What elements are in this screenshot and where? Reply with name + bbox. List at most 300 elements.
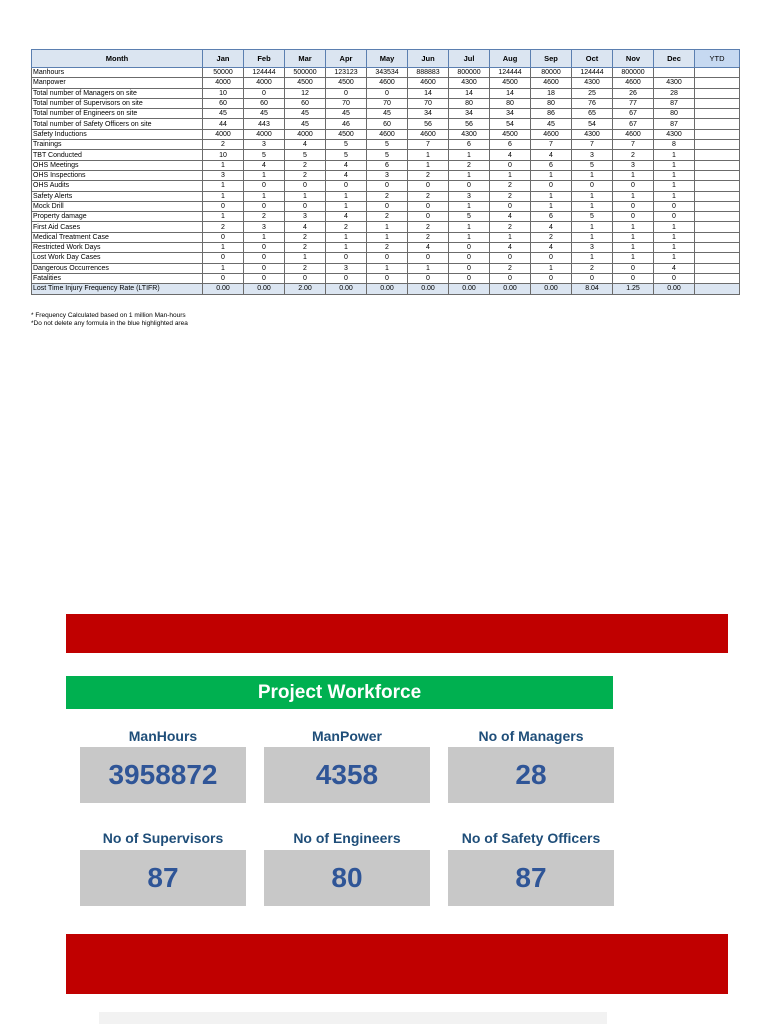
table-cell: 0 [572, 273, 613, 283]
table-cell: 56 [449, 119, 490, 129]
kpi-value-manhours: 3958872 [80, 747, 246, 803]
table-row [32, 201, 740, 211]
table-cell [695, 109, 740, 119]
table-cell: 1 [203, 191, 244, 201]
table-cell: 5 [449, 212, 490, 222]
table-cell: 0 [367, 253, 408, 263]
table-cell: 2 [285, 243, 326, 253]
table-cell: 87 [654, 98, 695, 108]
column-header-oct: Oct [572, 50, 613, 68]
table-cell: 1 [244, 191, 285, 201]
table-cell: 800000 [613, 68, 654, 78]
table-cell: 2 [408, 222, 449, 232]
row-label: Mock Drill [32, 201, 203, 211]
table-cell: 25 [572, 88, 613, 98]
table-cell: 0 [203, 201, 244, 211]
table-cell: 1 [654, 232, 695, 242]
table-cell: 7 [572, 140, 613, 150]
kpi-label-manhours: ManHours [128, 728, 198, 744]
table-cell: 1 [285, 253, 326, 263]
table-cell: 67 [613, 119, 654, 129]
table-cell: 4 [531, 222, 572, 232]
table-cell: 1 [490, 232, 531, 242]
table-cell: 10 [203, 150, 244, 160]
table-cell: 54 [490, 119, 531, 129]
table-cell: 0 [408, 181, 449, 191]
table-cell: 4000 [203, 78, 244, 88]
table-cell: 1.25 [613, 284, 654, 294]
table-cell: 44 [203, 119, 244, 129]
table-cell: 70 [408, 98, 449, 108]
row-label: Restricted Work Days [32, 243, 203, 253]
table-cell: 2 [285, 263, 326, 273]
table-cell: 343534 [367, 68, 408, 78]
table-cell: 0 [449, 273, 490, 283]
table-cell: 70 [367, 98, 408, 108]
table-cell: 4 [531, 150, 572, 160]
table-cell: 1 [654, 170, 695, 180]
table-cell: 45 [203, 109, 244, 119]
table-cell: 1 [613, 232, 654, 242]
table-cell [654, 68, 695, 78]
table-cell: 2 [531, 232, 572, 242]
table-cell: 1 [203, 160, 244, 170]
table-cell: 0 [613, 212, 654, 222]
table-cell: 45 [285, 119, 326, 129]
table-cell: 67 [613, 109, 654, 119]
table-cell: 4 [490, 150, 531, 160]
table-cell: 0 [244, 88, 285, 98]
table-cell: 0 [490, 160, 531, 170]
table-cell: 0.00 [449, 284, 490, 294]
table-cell: 1 [326, 232, 367, 242]
table-cell: 2 [367, 243, 408, 253]
table-row [32, 119, 740, 129]
row-label: OHS Inspections [32, 170, 203, 180]
column-header-mar: Mar [285, 50, 326, 68]
formula-note: *Do not delete any formula in the blue highlighted area [31, 320, 188, 327]
table-cell: 46 [326, 119, 367, 129]
table-row [32, 78, 740, 88]
table-cell: 6 [490, 140, 531, 150]
kpi-value-safety-officers: 87 [448, 850, 614, 906]
table-cell: 7 [613, 140, 654, 150]
table-cell: 0 [367, 273, 408, 283]
table-cell: 4600 [367, 129, 408, 139]
table-row [32, 170, 740, 180]
row-label: OHS Audits [32, 181, 203, 191]
table-cell: 0.00 [654, 284, 695, 294]
table-row [32, 160, 740, 170]
table-cell: 2 [326, 222, 367, 232]
table-cell: 4600 [531, 129, 572, 139]
table-cell: 0 [203, 253, 244, 263]
table-cell: 14 [449, 88, 490, 98]
table-cell: 5 [572, 212, 613, 222]
table-cell: 3 [326, 263, 367, 273]
table-cell: 124444 [572, 68, 613, 78]
table-cell: 45 [285, 109, 326, 119]
column-header-jan: Jan [203, 50, 244, 68]
table-cell: 1 [326, 201, 367, 211]
table-cell: 1 [613, 191, 654, 201]
table-cell [695, 253, 740, 263]
table-cell: 0 [244, 253, 285, 263]
table-cell: 0 [613, 273, 654, 283]
table-cell: 5 [572, 160, 613, 170]
table-cell: 1 [531, 201, 572, 211]
table-cell: 0 [654, 273, 695, 283]
table-cell: 4 [326, 160, 367, 170]
table-row [32, 232, 740, 242]
table-cell: 0 [613, 181, 654, 191]
row-label: Total number of Engineers on site [32, 109, 203, 119]
table-cell: 1 [326, 243, 367, 253]
table-cell: 123123 [326, 68, 367, 78]
table-cell: 800000 [449, 68, 490, 78]
table-row [32, 191, 740, 201]
column-header-apr: Apr [326, 50, 367, 68]
table-cell: 0 [531, 181, 572, 191]
table-cell: 124444 [490, 68, 531, 78]
project-workforce-header: Project Workforce [66, 676, 613, 709]
table-cell: 500000 [285, 68, 326, 78]
kpi-label-supervisors: No of Supervisors [102, 830, 224, 846]
kpi-value-engineers: 80 [264, 850, 430, 906]
table-cell: 3 [244, 140, 285, 150]
table-cell: 2 [203, 140, 244, 150]
table-cell: 0.00 [244, 284, 285, 294]
table-cell: 5 [326, 150, 367, 160]
table-cell: 1 [408, 263, 449, 273]
table-cell: 1 [449, 232, 490, 242]
table-cell: 2 [285, 232, 326, 242]
table-cell: 1 [449, 222, 490, 232]
table-cell: 2 [490, 222, 531, 232]
red-banner-top [66, 614, 728, 653]
table-cell: 7 [531, 140, 572, 150]
kpi-label-manpower: ManPower [311, 728, 382, 744]
table-cell: 0 [654, 212, 695, 222]
table-cell: 2 [408, 191, 449, 201]
kpi-value-manpower: 4358 [264, 747, 430, 803]
table-body [32, 68, 740, 295]
table-header-row [32, 50, 740, 68]
table-cell: 0.00 [490, 284, 531, 294]
table-cell: 3 [572, 150, 613, 160]
table-cell: 1 [244, 170, 285, 180]
table-cell: 80 [449, 98, 490, 108]
table-cell: 0 [244, 201, 285, 211]
table-cell: 54 [572, 119, 613, 129]
kpi-label-safety-officers: No of Safety Officers [461, 830, 601, 846]
table-row [32, 109, 740, 119]
table-cell: 4 [490, 243, 531, 253]
table-cell: 4 [490, 212, 531, 222]
table-cell: 2 [449, 160, 490, 170]
row-label: TBT Conducted [32, 150, 203, 160]
table-cell: 1 [408, 160, 449, 170]
table-cell: 2 [490, 263, 531, 273]
table-cell: 45 [531, 119, 572, 129]
table-cell: 2 [203, 222, 244, 232]
table-cell: 60 [367, 119, 408, 129]
table-cell: 1 [408, 150, 449, 160]
table-cell: 4 [654, 263, 695, 273]
table-cell: 4 [408, 243, 449, 253]
column-header-ytd: YTD [695, 50, 740, 68]
table-cell: 4300 [449, 78, 490, 88]
table-cell: 1 [613, 253, 654, 263]
table-cell: 1 [449, 201, 490, 211]
table-cell: 45 [326, 109, 367, 119]
table-cell: 1 [203, 243, 244, 253]
table-cell: 86 [531, 109, 572, 119]
table-cell: 0 [244, 263, 285, 273]
table-cell [695, 129, 740, 139]
table-cell: 1 [572, 191, 613, 201]
table-cell: 0 [326, 273, 367, 283]
table-cell: 4 [244, 160, 285, 170]
table-cell: 34 [449, 109, 490, 119]
table-cell: 3 [244, 222, 285, 232]
table-cell: 0 [326, 181, 367, 191]
table-cell: 0 [531, 253, 572, 263]
frequency-note: * Frequency Calculated based on 1 million Man-hours [31, 312, 186, 319]
table-cell: 0 [408, 273, 449, 283]
table-cell: 1 [203, 181, 244, 191]
table-cell: 1 [654, 191, 695, 201]
table-cell: 0 [244, 181, 285, 191]
table-cell: 4 [326, 212, 367, 222]
table-cell: 18 [531, 88, 572, 98]
table-row [32, 140, 740, 150]
table-cell [695, 88, 740, 98]
row-label: Lost Work Day Cases [32, 253, 203, 263]
row-label: Safety Alerts [32, 191, 203, 201]
table-cell: 0 [449, 263, 490, 273]
table-cell: 12 [285, 88, 326, 98]
table-cell: 6 [531, 160, 572, 170]
table-cell: 4000 [285, 129, 326, 139]
table-cell: 1 [531, 263, 572, 273]
table-cell: 1 [572, 222, 613, 232]
table-cell: 3 [203, 170, 244, 180]
table-cell [695, 243, 740, 253]
table-row [32, 181, 740, 191]
table-cell: 77 [613, 98, 654, 108]
table-cell: 1 [654, 150, 695, 160]
table-cell: 1 [572, 253, 613, 263]
table-row [32, 222, 740, 232]
table-cell: 1 [654, 181, 695, 191]
table-cell: 0 [490, 253, 531, 263]
table-cell: 0 [449, 253, 490, 263]
kpi-value-managers: 28 [448, 747, 614, 803]
column-header-nov: Nov [613, 50, 654, 68]
table-cell: 2 [490, 191, 531, 201]
table-cell [695, 160, 740, 170]
row-label: Manpower [32, 78, 203, 88]
table-cell: 80 [531, 98, 572, 108]
table-cell: 1 [654, 253, 695, 263]
table-cell: 1 [572, 201, 613, 211]
table-cell: 45 [367, 109, 408, 119]
table-row [32, 284, 740, 294]
row-label: Safety Inductions [32, 129, 203, 139]
red-banner-bottom [66, 934, 728, 994]
table-cell: 0.00 [326, 284, 367, 294]
table-cell: 60 [203, 98, 244, 108]
table-cell: 443 [244, 119, 285, 129]
table-cell: 4 [531, 243, 572, 253]
table-cell: 87 [654, 119, 695, 129]
table-cell: 1 [531, 170, 572, 180]
column-header-month: Month [32, 50, 203, 68]
table-cell: 1 [449, 170, 490, 180]
table-cell: 2 [408, 232, 449, 242]
table-cell: 56 [408, 119, 449, 129]
row-label: Total number of Supervisors on site [32, 98, 203, 108]
table-cell [695, 201, 740, 211]
table-cell [695, 68, 740, 78]
table-cell: 10 [203, 88, 244, 98]
table-cell: 0.00 [367, 284, 408, 294]
table-cell: 0.00 [203, 284, 244, 294]
table-cell: 0 [244, 243, 285, 253]
table-cell: 0 [367, 88, 408, 98]
column-header-sep: Sep [531, 50, 572, 68]
table-cell: 1 [490, 170, 531, 180]
table-row [32, 98, 740, 108]
table-cell: 1 [654, 222, 695, 232]
table-cell: 14 [490, 88, 531, 98]
table-row [32, 150, 740, 160]
table-cell: 1 [572, 232, 613, 242]
table-cell: 888883 [408, 68, 449, 78]
table-cell: 4300 [572, 129, 613, 139]
table-cell: 0 [408, 212, 449, 222]
table-cell: 8.04 [572, 284, 613, 294]
table-cell: 34 [490, 109, 531, 119]
table-cell: 1 [203, 212, 244, 222]
table-cell: 0 [449, 181, 490, 191]
table-cell: 0 [203, 232, 244, 242]
table-cell: 0 [285, 201, 326, 211]
kpi-value-supervisors: 87 [80, 850, 246, 906]
table-cell: 70 [326, 98, 367, 108]
table-row [32, 68, 740, 78]
table-cell: 6 [531, 212, 572, 222]
table-cell: 2 [285, 170, 326, 180]
table-cell [695, 284, 740, 294]
table-cell [695, 232, 740, 242]
table-cell: 0.00 [408, 284, 449, 294]
table-cell: 1 [613, 222, 654, 232]
table-cell: 4000 [244, 129, 285, 139]
table-notes [31, 312, 188, 328]
table-row [32, 273, 740, 283]
table-cell: 4600 [613, 129, 654, 139]
table-cell: 4300 [654, 78, 695, 88]
table-cell: 2 [408, 170, 449, 180]
table-cell [695, 150, 740, 160]
table-cell: 76 [572, 98, 613, 108]
table-cell: 0.00 [531, 284, 572, 294]
table-cell: 0 [490, 273, 531, 283]
footer-band [99, 1012, 607, 1024]
table-cell: 3 [572, 243, 613, 253]
table-cell: 1 [572, 170, 613, 180]
table-cell: 4 [285, 140, 326, 150]
table-cell: 0 [572, 181, 613, 191]
table-cell: 0 [613, 201, 654, 211]
table-cell: 1 [326, 191, 367, 201]
table-cell: 4600 [408, 129, 449, 139]
table-cell: 80 [654, 109, 695, 119]
table-cell: 80000 [531, 68, 572, 78]
table-cell: 50000 [203, 68, 244, 78]
row-label: Manhours [32, 68, 203, 78]
table-cell [695, 119, 740, 129]
table-cell: 4500 [326, 78, 367, 88]
table-cell: 0 [613, 263, 654, 273]
table-cell: 0 [449, 243, 490, 253]
table-cell: 0 [285, 181, 326, 191]
table-row [32, 129, 740, 139]
table-cell: 4600 [613, 78, 654, 88]
table-cell: 2 [285, 160, 326, 170]
table-cell: 2 [367, 212, 408, 222]
row-label: Lost Time Injury Frequency Rate (LTIFR) [32, 284, 203, 294]
table-cell: 4300 [572, 78, 613, 88]
table-cell: 0 [326, 253, 367, 263]
table-cell: 1 [285, 191, 326, 201]
table-cell: 0 [326, 88, 367, 98]
table-cell: 4300 [449, 129, 490, 139]
row-label: Medical Treatment Case [32, 232, 203, 242]
table-cell: 0 [531, 273, 572, 283]
table-cell: 1 [613, 243, 654, 253]
table-cell: 4 [326, 170, 367, 180]
table-cell: 4600 [367, 78, 408, 88]
table-cell [695, 273, 740, 283]
table-cell: 4300 [654, 129, 695, 139]
table-cell: 60 [244, 98, 285, 108]
table-cell [695, 263, 740, 273]
table-cell [695, 222, 740, 232]
table-cell: 0 [654, 201, 695, 211]
row-label: Property damage [32, 212, 203, 222]
table-cell: 1 [203, 263, 244, 273]
table-cell: 2 [244, 212, 285, 222]
table-row [32, 212, 740, 222]
table-cell: 3 [449, 191, 490, 201]
column-header-dec: Dec [654, 50, 695, 68]
table-cell [695, 212, 740, 222]
table-cell: 1 [244, 232, 285, 242]
table-cell [695, 98, 740, 108]
row-label: Trainings [32, 140, 203, 150]
table-cell: 0 [203, 273, 244, 283]
table-cell: 1 [449, 150, 490, 160]
table-row [32, 243, 740, 253]
table-cell: 0 [367, 201, 408, 211]
table-cell: 0 [285, 273, 326, 283]
row-label: Total number of Safety Officers on site [32, 119, 203, 129]
table-cell: 1 [654, 243, 695, 253]
table-cell: 2.00 [285, 284, 326, 294]
